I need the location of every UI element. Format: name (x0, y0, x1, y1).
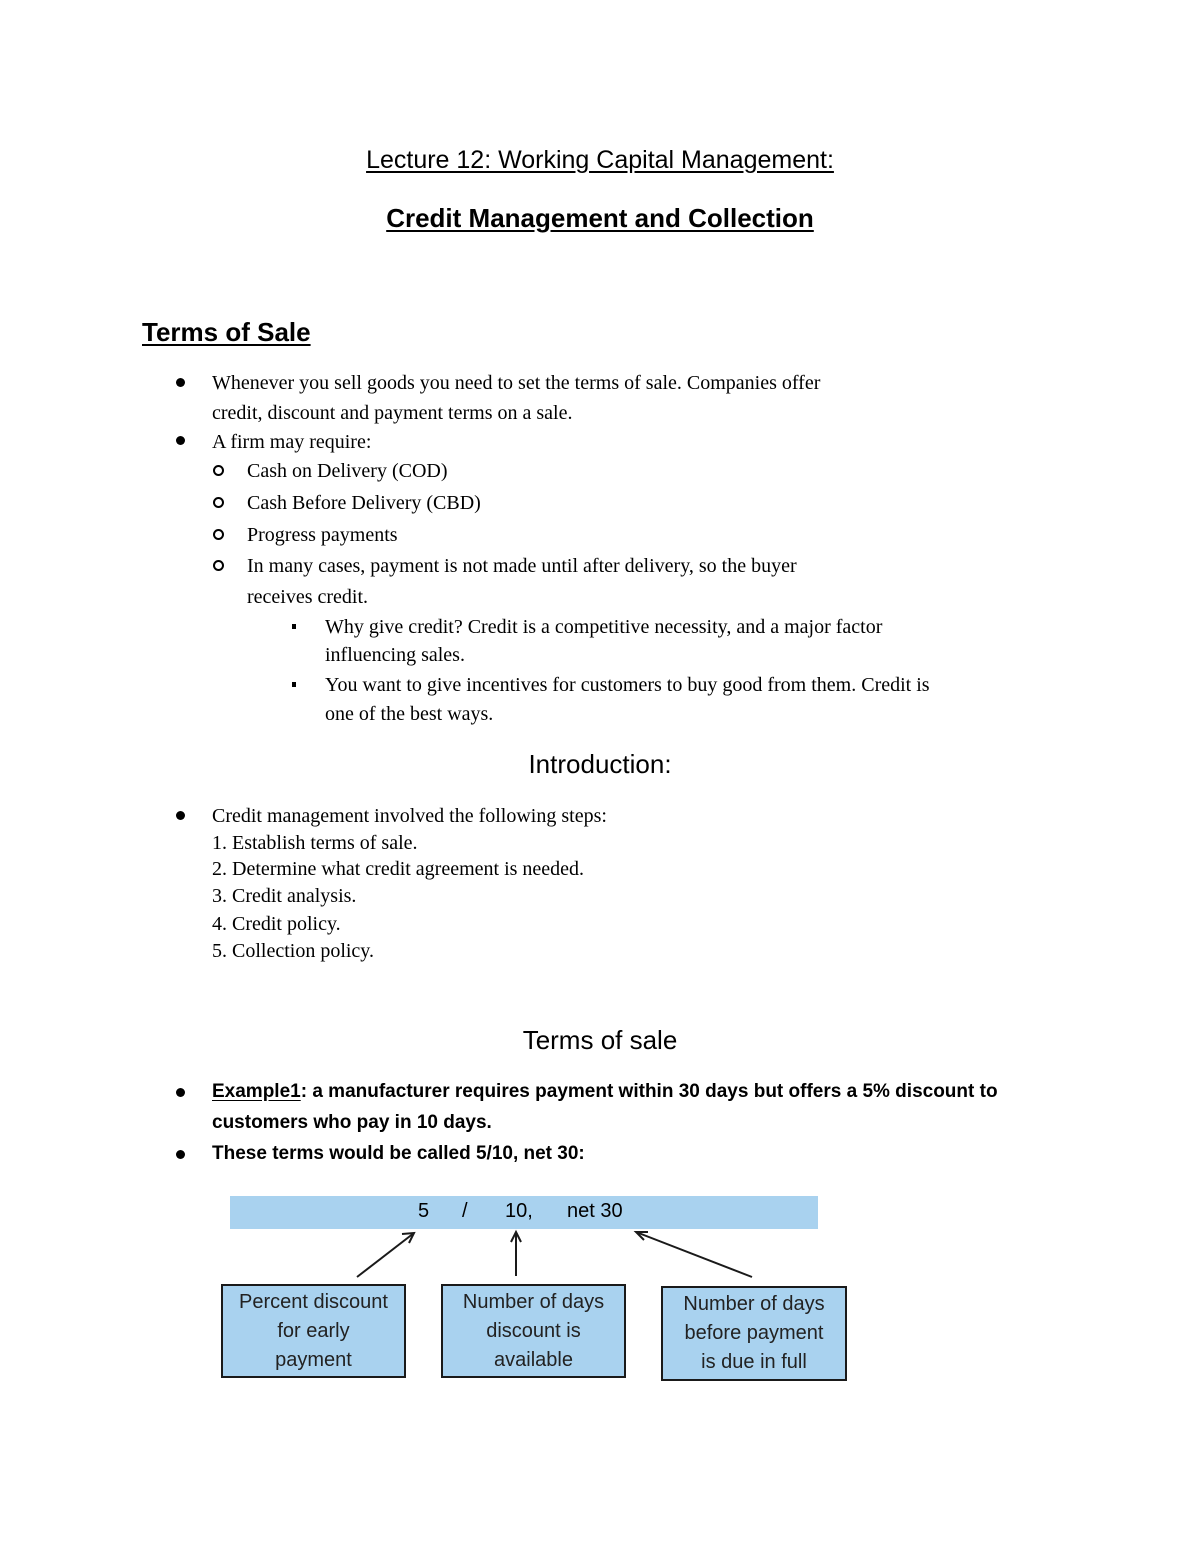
section-heading-terms-of-sale-2: Terms of sale (522, 1025, 678, 1055)
bullet-text: Whenever you sell goods you need to set the terms of sale. Companies offer (212, 372, 821, 394)
terms-discount-percent: 5 (418, 1200, 430, 1222)
step-item: 5. Collection policy. (212, 940, 375, 962)
box-discount-days: Number of days discount is available (441, 1284, 626, 1378)
sub-bullet-text: Progress payments (247, 524, 398, 546)
terms-discount-days: 10, (505, 1200, 533, 1222)
step-item: 2. Determine what credit agreement is needed. (212, 858, 585, 880)
bullet-text: A firm may require: (212, 431, 372, 453)
sub-bullet-text-cont: receives credit. (247, 586, 369, 608)
arrow-line-3 (636, 1232, 752, 1277)
step-item: 1. Establish terms of sale. (212, 832, 418, 854)
bullet-text: These terms would be called 5/10, net 30: (212, 1143, 585, 1164)
terms-slash: / (462, 1200, 468, 1222)
arrow-line-1 (357, 1233, 414, 1277)
sub-sub-bullet-text: Why give credit? Credit is a competitive necessity, and a major factor (325, 616, 883, 638)
sub-sub-bullet-text-cont: influencing sales. (325, 644, 465, 666)
page-title-line2: Credit Management and Collection (386, 203, 814, 233)
example-text: : a manufacturer requires payment within 30 days but offers a 5% discount to (300, 1081, 998, 1102)
step-item: 3. Credit analysis. (212, 885, 357, 907)
sub-bullet-text: In many cases, payment is not made until after delivery, so the buyer (247, 555, 797, 577)
sub-sub-bullet-text: You want to give incentives for customers to buy good from them. Credit is (325, 674, 930, 696)
example-label: Example1 (212, 1081, 301, 1102)
box-days-until-due: Number of days before payment is due in full (661, 1286, 847, 1381)
page-title-line1: Lecture 12: Working Capital Management: (366, 146, 834, 174)
bullet-text: Credit management involved the following steps: (212, 805, 607, 827)
bullet-text-cont: credit, discount and payment terms on a sale. (212, 402, 573, 424)
section-heading-terms-of-sale: Terms of Sale (142, 317, 311, 347)
sub-bullet-text: Cash on Delivery (COD) (247, 460, 448, 482)
sub-sub-bullet-text-cont: one of the best ways. (325, 703, 494, 725)
terms-net-days: net 30 (567, 1200, 623, 1222)
step-item: 4. Credit policy. (212, 913, 341, 935)
section-heading-introduction: Introduction: (528, 749, 672, 779)
box-percent-discount: Percent discount for early payment (221, 1284, 406, 1378)
example-text-cont: customers who pay in 10 days. (212, 1112, 492, 1133)
sub-bullet-text: Cash Before Delivery (CBD) (247, 492, 481, 514)
